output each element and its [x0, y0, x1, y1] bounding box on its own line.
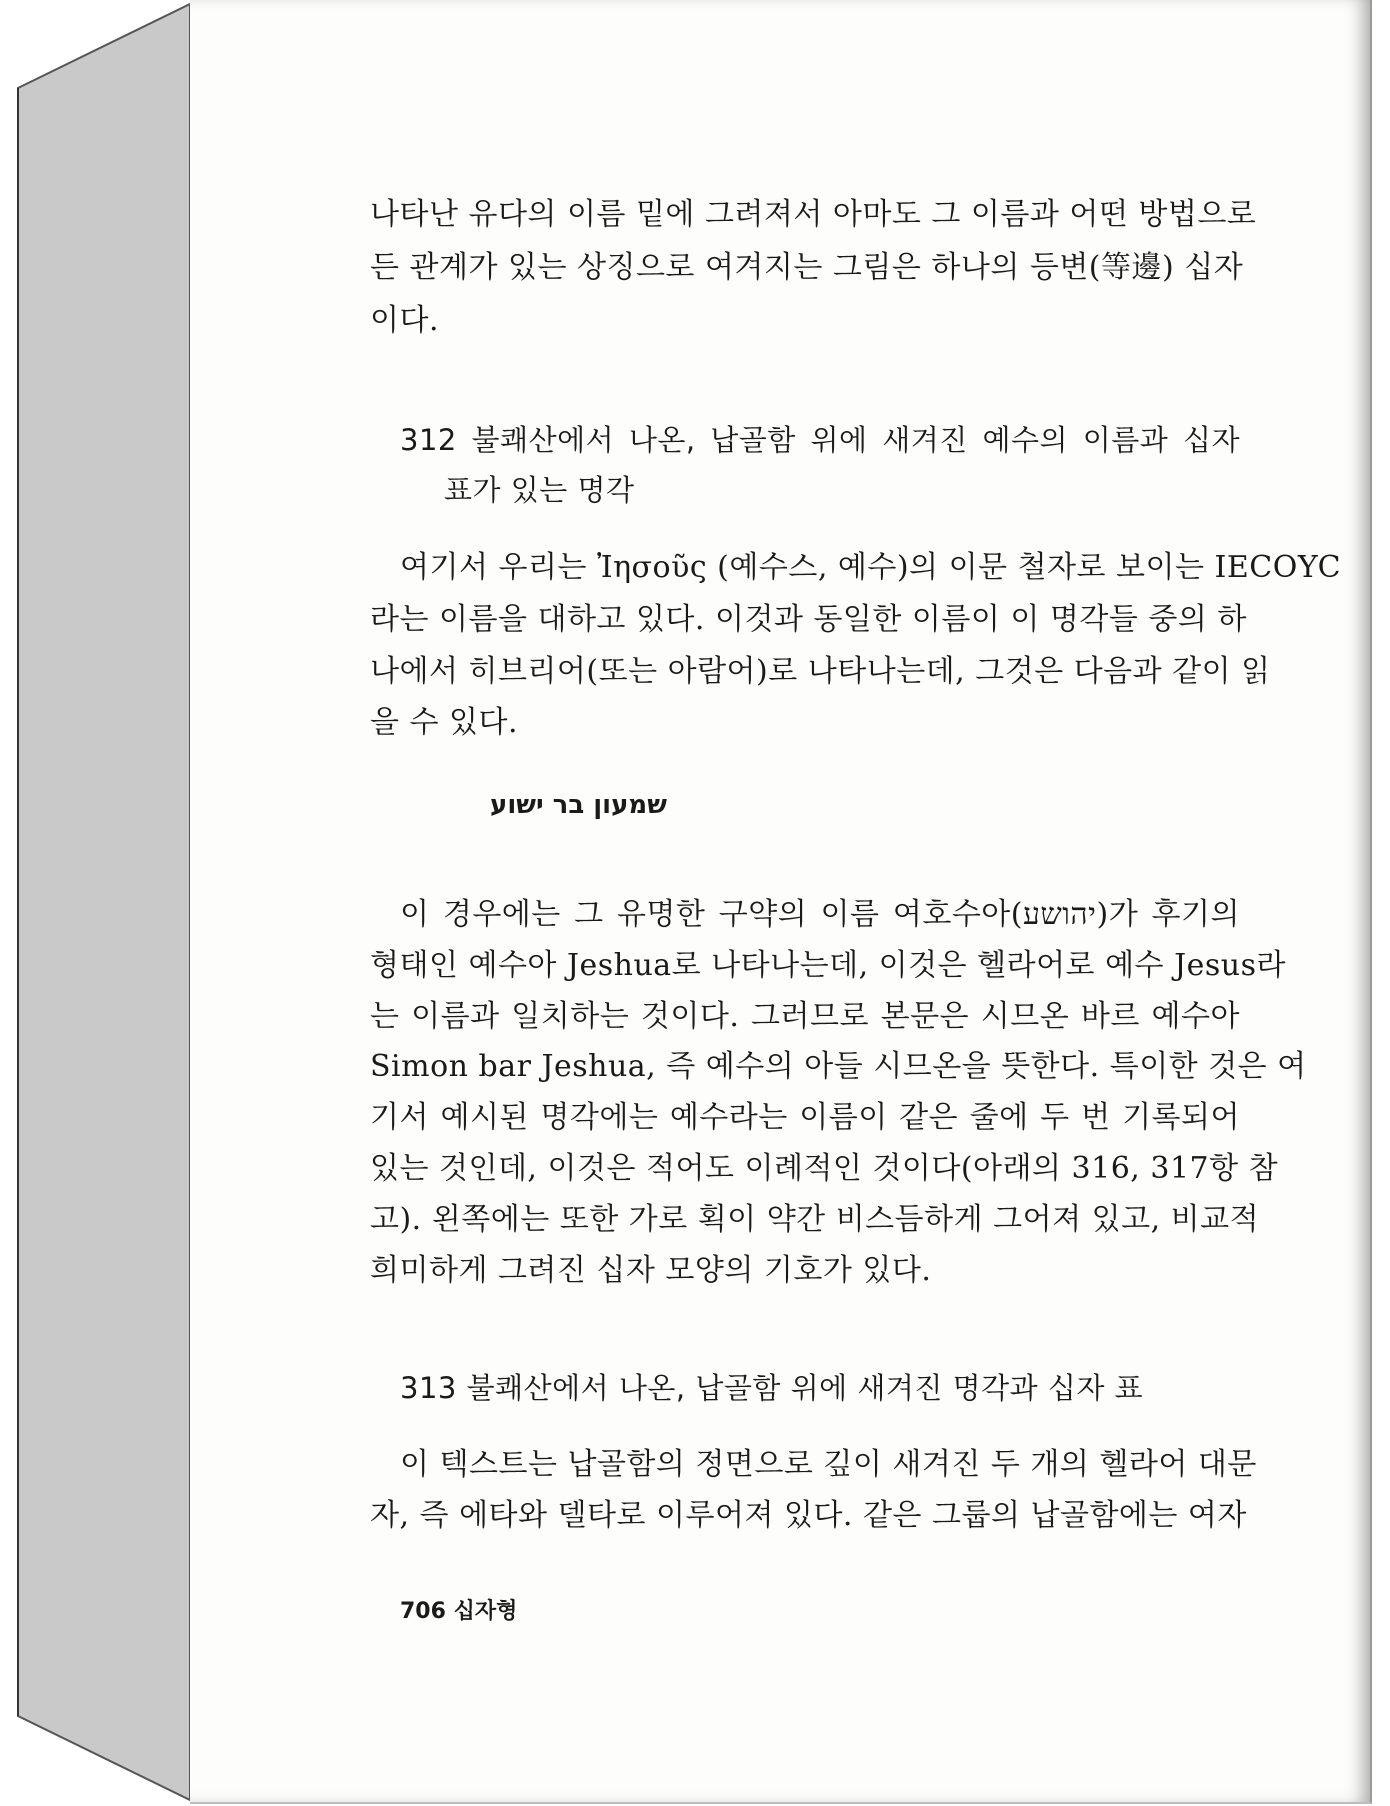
paragraph-2-line-4: 을 수 있다.: [370, 705, 519, 740]
caption-312-line-1: 312 불쾌산에서 나온, 납골함 위에 새겨진 예수의 이름과 십자: [400, 423, 1240, 457]
paragraph-4-line-2: 자, 즉 에타와 델타로 이루어져 있다. 같은 그룹의 납골함에는 여자: [370, 1498, 1247, 1533]
hebrew-inscription: שמעון בר ישוע: [490, 790, 667, 820]
caption-313: 313 불쾌산에서 나온, 납골함 위에 새겨진 명각과 십자 표: [400, 1371, 1144, 1405]
paragraph-3-line-4: Simon bar Jeshua, 즉 예수의 아들 시므온을 뜻한다. 특이한 것은 여: [370, 1049, 1307, 1084]
paragraph-3-line-2: 형태인 예수아 Jeshua로 나타나는데, 이것은 헬라어로 예수 Jesus라: [370, 948, 1286, 983]
paragraph-3-line-1: 이 경우에는 그 유명한 구약의 이름 여호수아(יהושע)가 후기의: [400, 897, 1240, 932]
document-page: [190, 0, 1372, 1804]
paragraph-3-line-5: 기서 예시된 명각에는 예수라는 이름이 같은 줄에 두 번 기록되어: [370, 1100, 1240, 1135]
book-spine: [0, 0, 200, 1806]
paragraph-2-line-2: 라는 이름을 대하고 있다. 이것과 동일한 이름이 이 명각들 중의 하: [370, 602, 1247, 637]
paragraph-3-line-6: 있는 것인데, 이것은 적어도 이례적인 것이다(아래의 316, 317항 참: [370, 1151, 1279, 1186]
paragraph-3-line-3: 는 이름과 일치하는 것이다. 그러므로 본문은 시므온 바르 예수아: [370, 999, 1240, 1034]
paragraph-3-line-7: 고). 왼쪽에는 또한 가로 획이 약간 비스듬하게 그어져 있고, 비교적: [370, 1202, 1260, 1237]
paragraph-3-line-8: 희미하게 그려진 십자 모양의 기호가 있다.: [370, 1253, 932, 1288]
paragraph-2-line-1: 여기서 우리는 Ἰησοῦς (예수스, 예수)의 이문 철자로 보이는 IECOYC: [400, 550, 1342, 585]
paragraph-1-line-2: 든 관계가 있는 상징으로 여겨지는 그림은 하나의 등변(等邊) 십자: [370, 250, 1244, 285]
paragraph-4-line-1: 이 텍스트는 납골함의 정면으로 깊이 새겨진 두 개의 헬라어 대문: [400, 1447, 1257, 1482]
caption-312-line-2: 표가 있는 명각: [444, 473, 635, 507]
paragraph-2-line-3: 나에서 히브리어(또는 아람어)로 나타나는데, 그것은 다음과 같이 읽: [370, 654, 1271, 689]
page-footer: 706 십자형: [400, 1599, 518, 1624]
paragraph-1-line-3: 이다.: [370, 303, 439, 338]
paragraph-1-line-1: 나타난 유다의 이름 밑에 그려져서 아마도 그 이름과 어떤 방법으로: [370, 197, 1257, 232]
